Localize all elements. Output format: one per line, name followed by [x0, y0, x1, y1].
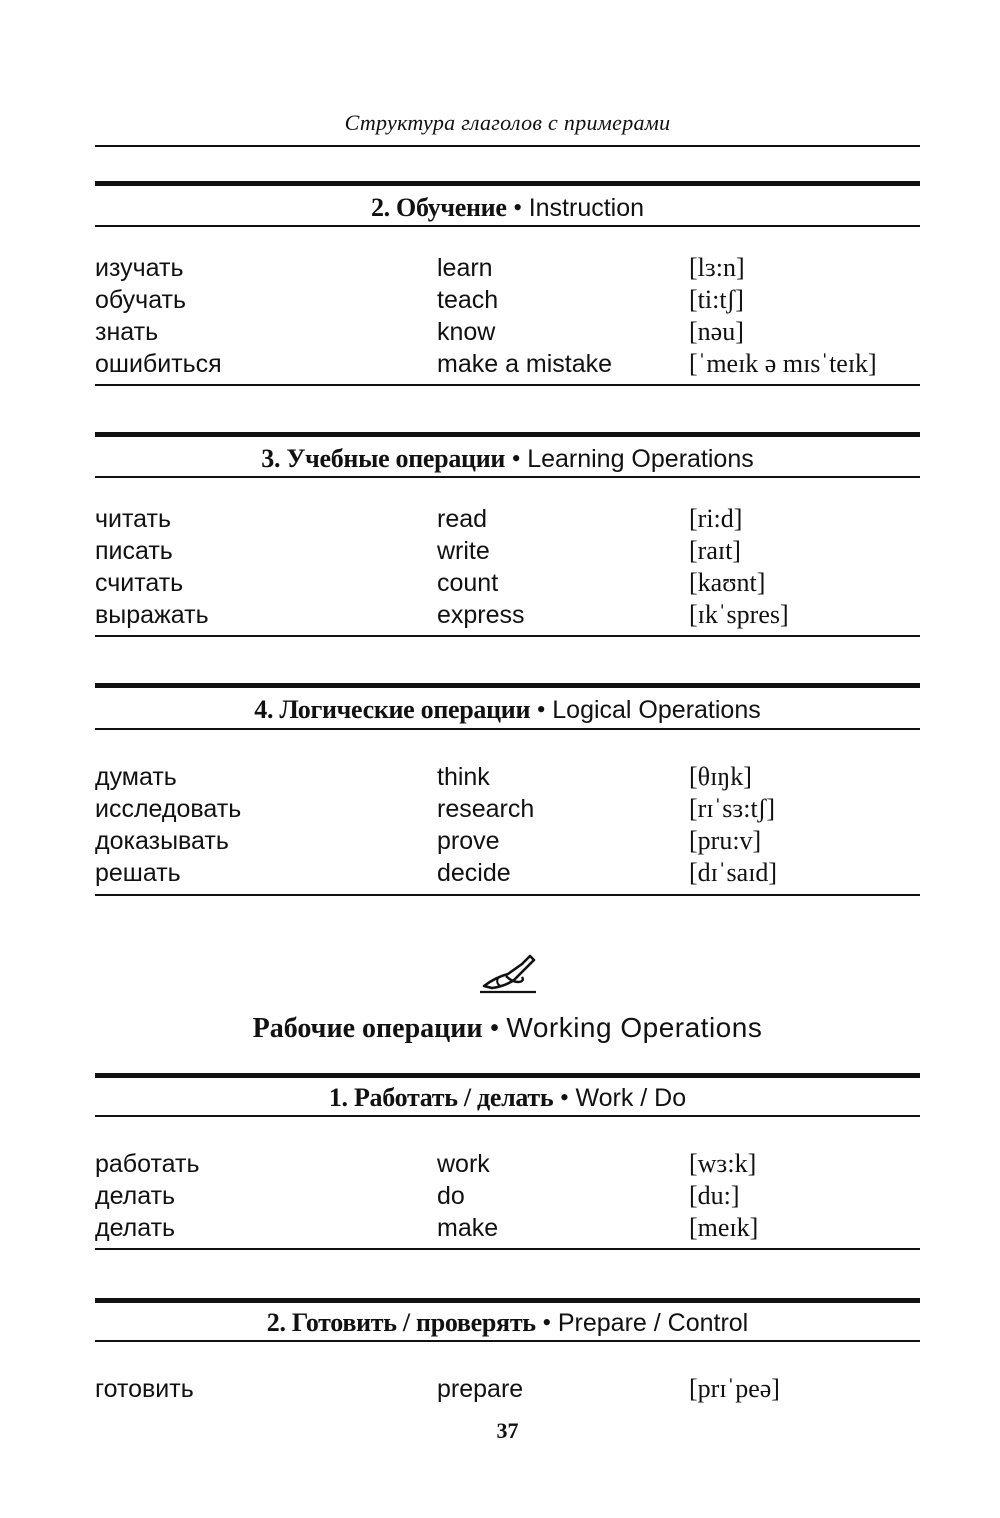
section-heading: 3. Учебные операции • Learning Operations	[261, 444, 754, 473]
transcription: [rɪˈsɜ:tʃ]	[689, 794, 775, 823]
section-bottom-rule	[95, 384, 920, 386]
russian-word: работать	[95, 1150, 200, 1178]
section-heading-rule	[95, 728, 920, 730]
section-heading: 2. Обучение • Instruction	[370, 193, 645, 222]
section-heading: 2. Готовить / проверять • Prepare / Control	[266, 1308, 749, 1337]
transcription: [wɜ:k]	[689, 1149, 757, 1178]
english-word: express	[437, 601, 525, 629]
english-word: do	[437, 1182, 465, 1210]
vocab-row	[95, 1180, 920, 1212]
transcription: [prɪˈpeə]	[689, 1374, 780, 1403]
transcription: [ˈmeɪk ə mɪsˈteɪk]	[689, 349, 877, 378]
vocab-row	[95, 1148, 920, 1180]
page-section-title: Рабочие операции • Working Operations	[252, 1012, 763, 1044]
russian-word: считать	[95, 569, 184, 597]
page-number: 37	[496, 1418, 519, 1443]
section-heading-rule	[95, 225, 920, 227]
running-head-rule	[95, 145, 920, 147]
russian-word: ошибиться	[95, 350, 222, 378]
transcription: [ri:d]	[689, 504, 743, 533]
english-word: think	[437, 763, 490, 791]
writing-hand-icon	[478, 950, 540, 996]
section-top-rule	[95, 181, 920, 186]
vocab-row	[95, 857, 920, 889]
vocab-row	[95, 252, 920, 284]
section-heading: 1. Работать / делать • Work / Do	[328, 1083, 687, 1112]
russian-word: делать	[95, 1182, 176, 1210]
transcription: [θɪŋk]	[689, 762, 752, 791]
transcription: [ti:tʃ]	[689, 285, 744, 314]
section-bottom-rule	[95, 1248, 920, 1250]
english-word: research	[437, 795, 535, 823]
running-head: Структура глаголов с примерами	[344, 110, 671, 135]
section-heading-rule	[95, 1115, 920, 1117]
english-word: learn	[437, 254, 493, 282]
russian-word: писать	[95, 537, 173, 565]
vocab-row	[95, 599, 920, 631]
vocab-row	[95, 1373, 920, 1405]
russian-word: читать	[95, 505, 171, 533]
russian-word: делать	[95, 1214, 176, 1242]
english-word: count	[437, 569, 499, 597]
section-top-rule	[95, 1073, 920, 1078]
section-top-rule	[95, 432, 920, 437]
vocab-row	[95, 793, 920, 825]
transcription: [lɜ:n]	[689, 253, 745, 282]
transcription: [ɪkˈspres]	[689, 600, 789, 629]
vocab-row	[95, 316, 920, 348]
english-word: make a mistake	[437, 350, 613, 378]
vocab-row	[95, 761, 920, 793]
english-word: prove	[437, 827, 500, 855]
vocab-row	[95, 284, 920, 316]
vocab-row	[95, 348, 920, 380]
section-top-rule	[95, 683, 920, 688]
russian-word: обучать	[95, 286, 187, 314]
russian-word: знать	[95, 318, 159, 346]
russian-word: готовить	[95, 1375, 194, 1403]
english-word: read	[437, 505, 488, 533]
english-word: prepare	[437, 1375, 524, 1403]
english-word: work	[437, 1150, 490, 1178]
section-heading: 4. Логические операции • Logical Operations	[254, 695, 761, 724]
section-top-rule	[95, 1298, 920, 1303]
russian-word: думать	[95, 763, 177, 791]
vocab-row	[95, 567, 920, 599]
section-heading-rule	[95, 1340, 920, 1342]
transcription: [du:]	[689, 1181, 740, 1210]
english-word: decide	[437, 859, 511, 887]
transcription: [kaʊnt]	[689, 568, 766, 597]
english-word: make	[437, 1214, 499, 1242]
english-word: write	[437, 537, 490, 565]
vocab-row	[95, 535, 920, 567]
vocab-row	[95, 503, 920, 535]
vocab-row	[95, 825, 920, 857]
transcription: [raɪt]	[689, 536, 741, 565]
russian-word: выражать	[95, 601, 209, 629]
transcription: [pru:v]	[689, 826, 762, 855]
english-word: teach	[437, 286, 499, 314]
vocab-row	[95, 1212, 920, 1244]
transcription: [nəu]	[689, 317, 744, 346]
section-heading-rule	[95, 476, 920, 478]
section-bottom-rule	[95, 635, 920, 637]
transcription: [dɪˈsaɪd]	[689, 858, 778, 887]
russian-word: изучать	[95, 254, 184, 282]
section-bottom-rule	[95, 894, 920, 896]
russian-word: доказывать	[95, 827, 229, 855]
transcription: [meɪk]	[689, 1213, 759, 1242]
russian-word: исследовать	[95, 795, 242, 823]
russian-word: решать	[95, 859, 181, 887]
english-word: know	[437, 318, 496, 346]
